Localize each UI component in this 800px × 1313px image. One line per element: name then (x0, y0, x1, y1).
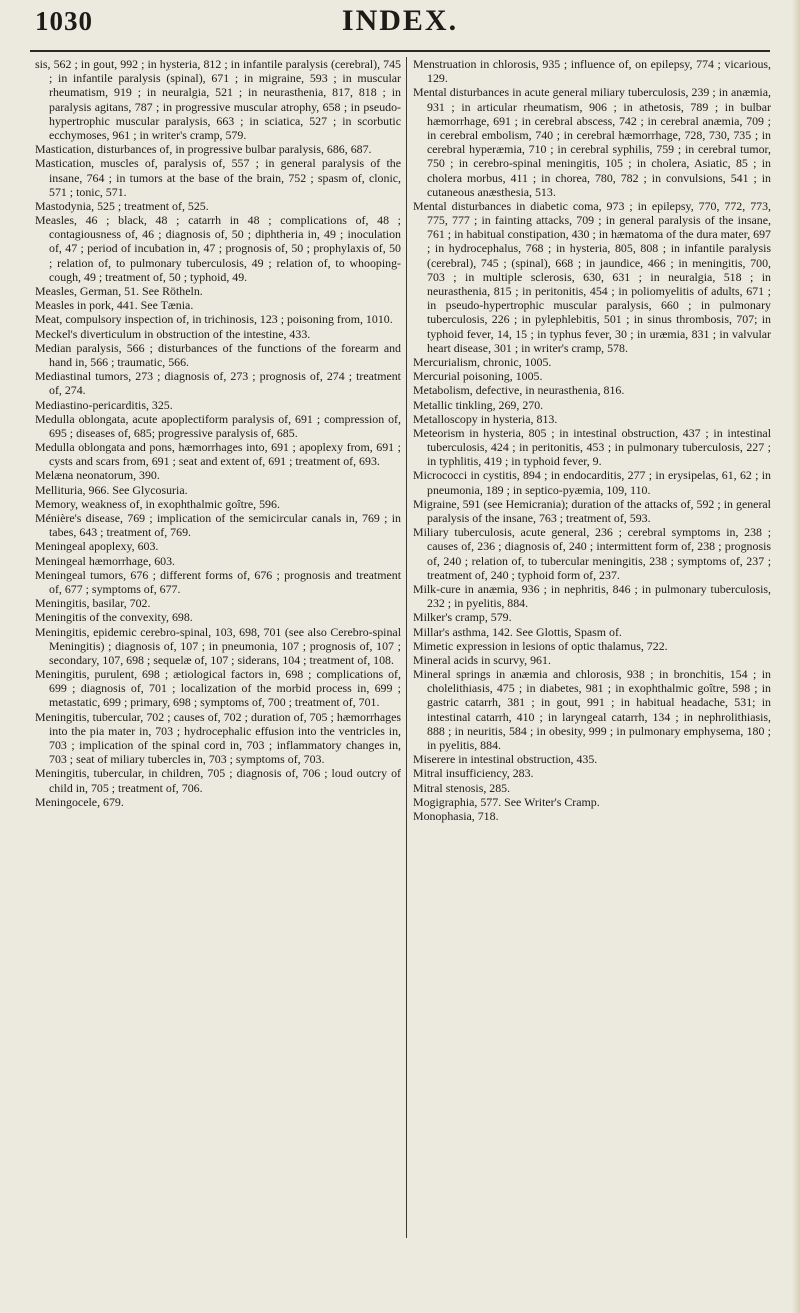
index-entry: Metabolism, defective, in neurasthenia, 816. (413, 383, 625, 398)
index-entry: Meckel's diverticulum in obstruction of the intestine, 433. (35, 326, 311, 341)
index-column-left (35, 57, 401, 809)
index-entry: Meningocele, 679. (35, 794, 124, 809)
index-entry: Meningitis, purulent, 698 ; ætiological factors in, 698 ; complications of, 699 ; diagnosis of, 701 ; localization of the morbid process in, 699 ; metastatic, 699 ; primary, 698 ; symptoms of, 700 ; treatment of, 701. (35, 667, 401, 710)
index-entry: Mineral acids in scurvy, 961. (413, 652, 551, 667)
index-entry: Measles, 46 ; black, 48 ; catarrh in 48 ; complications of, 48 ; contagiousness of, 46 ; diagnosis of, 50 ; diphtheria in, 49 ; inoculation of, 47 ; period of incubation in, 47 ; prognosis of, 50 ; prophylaxis of, 50 ; relation of, to pulmonary tuberculosis, 49 ; relation of, to whooping-cough, 49 ; treatment of, 50 ; typhoid, 49. (35, 213, 401, 284)
index-entry: Micrococci in cystitis, 894 ; in endocarditis, 277 ; in erysipelas, 61, 62 ; in pneumonia, 189 ; in septico-pyæmia, 109, 110. (413, 468, 771, 497)
index-entry: Meat, compulsory inspection of, in trichinosis, 123 ; poisoning from, 1010. (35, 312, 393, 327)
index-entry: Mastodynia, 525 ; treatment of, 525. (35, 198, 209, 213)
page-number: 1030 (35, 6, 93, 36)
index-entry: Milk-cure in anæmia, 936 ; in nephritis, 846 ; in pulmonary tuberculosis, 232 ; in pyelitis, 884. (413, 581, 771, 611)
index-entry: Mercurial poisoning, 1005. (413, 369, 543, 384)
index-entry: Ménière's disease, 769 ; implication of the semicircular canals in, 769 ; in tabes, 643 ; treatment of, 769. (35, 511, 401, 540)
index-entry: Mitral stenosis, 285. (413, 780, 511, 795)
index-entry: Menstruation in chlorosis, 935 ; influence of, on epilepsy, 774 ; vicarious, 129. (413, 57, 771, 86)
index-entry: Meningeal apoplexy, 603. (35, 539, 159, 554)
index-entry: Mercurialism, chronic, 1005. (413, 354, 552, 369)
index-entry: Mediastino-pericarditis, 325. (35, 397, 173, 412)
index-entry: Medulla oblongata, acute apoplectiform paralysis of, 691 ; compression of, 695 ; diseases of, 685; progressive paralysis of, 685. (35, 411, 401, 440)
index-entry: Meningitis, tubercular, in children, 705 ; diagnosis of, 706 ; loud outcry of child in, 705 ; treatment of, 706. (35, 766, 401, 795)
index-entry: Miserere in intestinal obstruction, 435. (413, 752, 598, 767)
index-entry: Metalloscopy in hysteria, 813. (413, 411, 558, 426)
index-entry: Migraine, 591 (see Hemicrania); duration of the attacks of, 592 ; in general paralysis of the insane, 763 ; treatment of, 593. (413, 496, 771, 525)
index-entry: Mediastinal tumors, 273 ; diagnosis of, 273 ; prognosis of, 274 ; treatment of, 274. (35, 369, 401, 398)
index-entry: Millar's asthma, 142. See Glottis, Spasm of. (413, 624, 622, 639)
index-entry: Measles in pork, 441. See Tænia. (35, 298, 194, 313)
index-entry: sis, 562 ; in gout, 992 ; in hysteria, 812 ; in infantile paralysis (cerebral), 745 ; in infantile paralysis (spinal), 671 ; in migraine, 593 ; in muscular rheumatism, 919 ; in neuralgia, 521 ; in neurasthenia, 817, 818 ; in paralysis agitans, 787 ; in progressive muscular atrophy, 658 ; in pseudo-hypertrophic muscular paralysis, 663 ; in sciatica, 527 ; in scorbutic ecchymoses, 961 ; in writer's cramp, 579. (35, 57, 401, 142)
index-entry: Metallic tinkling, 269, 270. (413, 397, 544, 412)
index-entry: Measles, German, 51. See Rötheln. (35, 284, 203, 298)
index-entry: Miliary tuberculosis, acute general, 236 ; cerebral symptoms in, 238 ; causes of, 236 ; diagnosis of, 240 ; intermittent form of, 238 ; prognosis of, 240 ; relation of, to tubercular meningitis, 238 ; symptoms of, 237 ; treatment of, 240 ; typhoid form of, 237. (413, 525, 771, 582)
index-entry: Mineral springs in anæmia and chlorosis, 938 ; in bronchitis, 154 ; in cholelithiasis, 475 ; in diabetes, 981 ; in exophthalmic goître, 598 ; in gastric catarrh, 381 ; in gout, 991 ; in habitual headache, 531; in intestinal catarrh, 410 ; in laryngeal catarrh, 134 ; in nephrolithiasis, 888 ; in neuritis, 584 ; in obesity, 999 ; in pulmonary emphysema, 180 ; in pyelitis, 884. (413, 667, 771, 752)
index-entry: Mimetic expression in lesions of optic thalamus, 722. (413, 638, 668, 653)
index-entry: Medulla oblongata and pons, hæmorrhages into, 691 ; apoplexy from, 691 ; cysts and scars from, 691 ; seat and extent of, 691 ; treatment of, 693. (35, 440, 401, 469)
header-rule (30, 50, 770, 52)
index-entry: Meningitis, basilar, 702. (35, 596, 151, 611)
index-entry: Meteorism in hysteria, 805 ; in intestinal obstruction, 437 ; in intestinal tuberculosis, 424 ; in peritonitis, 453 ; in pulmonary tuberculosis, 227 ; in typhlitis, 419 ; in typhoid fever, 9. (413, 425, 771, 469)
index-entry: Melæna neonatorum, 390. (35, 468, 160, 483)
index-entry: Meningitis, tubercular, 702 ; causes of, 702 ; duration of, 705 ; hæmorrhages into the pia mater in, 703 ; hydrocephalic effusion into the ventricles in, 703 ; implication of the spinal cord in, 703 ; inflammatory changes in, 703 ; seat of miliary tubercles in, 703 ; symptoms of, 703. (35, 709, 401, 767)
index-entry: Mastication, muscles of, paralysis of, 557 ; in general paralysis of the insane, 764 ; in tumors at the base of the brain, 752 ; spasm of, clonic, 571 ; tonic, 571. (35, 156, 401, 199)
index-entry: Meningitis, epidemic cerebro-spinal, 103, 698, 701 (see also Cerebro-spinal Meningitis) ; diagnosis of, 107 ; in pneumonia, 107 ; prognosis of, 107 ; secondary, 107, 698 ; sequelæ of, 107 ; siderans, 104 ; treatment of, 108. (35, 624, 401, 667)
index-entry: Mastication, disturbances of, in progressive bulbar paralysis, 686, 687. (35, 142, 372, 157)
page-edge-shadow (792, 0, 800, 1313)
index-column-right (413, 57, 771, 823)
index-entry: Meningeal tumors, 676 ; different forms of, 676 ; prognosis and treatment of, 677 ; symptoms of, 677. (35, 567, 401, 596)
index-entry: Mellituria, 966. See Glycosuria. (35, 482, 188, 497)
index-entry: Mitral insufficiency, 283. (413, 766, 534, 781)
index-entry: Memory, weakness of, in exophthalmic goître, 596. (35, 496, 280, 511)
index-entry: Mental disturbances in diabetic coma, 973 ; in epilepsy, 770, 772, 773, 775, 777 ; in fainting attacks, 709 ; in general paralysis of the insane, 761 ; in habitual constipation, 430 ; in hæmatoma of the dura mater, 697 ; in hydrocephalus, 768 ; in hysteria, 805, 808 ; in infantile paralysis (cerebral), 745 ; (spinal), 668 ; in jaundice, 466 ; in meningitis, 700, 703 ; in multiple sclerosis, 630, 631 ; in neuralgia, 518 ; in neurasthenia, 815 ; in peritonitis, 454 ; in poliomyelitis of adults, 671 ; in pseudo-hypertrophic muscular paralysis, 660 ; in pulmonary tuberculosis, 226 ; in pylephlebitis, 501 ; in sinus thrombosis, 707; in typhoid fever, 14, 15 ; in typhus fever, 30 ; in uræmia, 831 ; in valvular heart disease, 301 ; in writer's cramp, 578. (413, 198, 771, 355)
page-title: INDEX. (341, 4, 459, 37)
column-divider (406, 57, 407, 1238)
index-entry: Meningeal hæmorrhage, 603. (35, 553, 176, 568)
index-entry: Mogigraphia, 577. See Writer's Cramp. (413, 794, 600, 809)
index-entry: Monophasia, 718. (413, 808, 499, 823)
index-entry: Mental disturbances in acute general miliary tuberculosis, 239 ; in anæmia, 931 ; in articular rheumatism, 906 ; in athetosis, 789 ; in bulbar hæmorrhage, 691 ; in cerebral abscess, 742 ; in cerebral anæmia, 709 ; in cerebral embolism, 740 ; in cerebral hæmorrhage, 728, 730, 735 ; in cerebral hyperæmia, 710 ; in cerebral syphilis, 759 ; in cerebral tumor, 750 ; in cerebro-spinal meningitis, 105 ; in cholera, Asiatic, 85 ; in cholera morbus, 411 ; in chorea, 780, 782 ; in convulsions, 541 ; in cutaneous anæsthesia, 513. (413, 85, 771, 199)
index-entry: Meningitis of the convexity, 698. (35, 610, 193, 625)
index-entry: Median paralysis, 566 ; disturbances of the functions of the forearm and hand in, 566 ; traumatic, 566. (35, 340, 401, 369)
page-header (0, 0, 800, 60)
index-entry: Milker's cramp, 579. (413, 610, 512, 625)
